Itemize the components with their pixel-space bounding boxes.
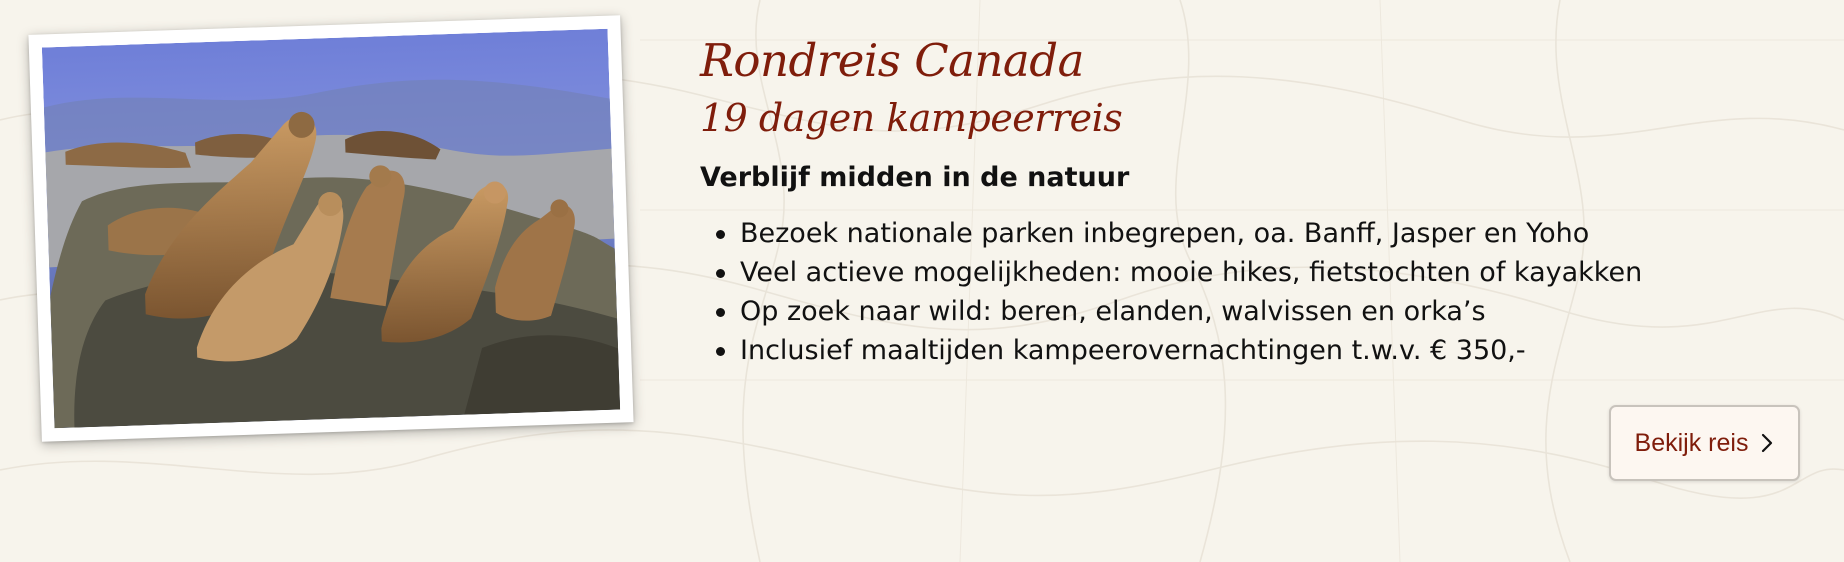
trip-highlight-item: Bezoek nationale parken inbegrepen, oa. Banff, Jasper en Yoho <box>740 214 1810 253</box>
trip-highlight-item: Op zoek naar wild: beren, elanden, walvissen en orka’s <box>740 292 1810 331</box>
trip-highlight-item: Veel actieve mogelijkheden: mooie hikes, fietstochten of kayakken <box>740 253 1810 292</box>
trip-subtitle: 19 dagen kampeerreis <box>700 96 1123 140</box>
chevron-right-icon <box>1760 432 1774 454</box>
view-trip-button[interactable] <box>1609 405 1800 481</box>
trip-details <box>700 30 1810 370</box>
view-trip-button-label: Bekijk reis <box>1634 428 1749 457</box>
trip-highlight-item: Inclusief maaltijden kampeerovernachtingen t.w.v. € 350,- <box>740 331 1810 370</box>
trip-photo <box>42 29 620 429</box>
trip-highlights-list <box>700 214 1810 370</box>
trip-title: Rondreis Canada <box>700 34 1084 87</box>
trip-photo-frame <box>28 15 633 441</box>
trip-intro: Verblijf midden in de natuur <box>700 162 1130 193</box>
